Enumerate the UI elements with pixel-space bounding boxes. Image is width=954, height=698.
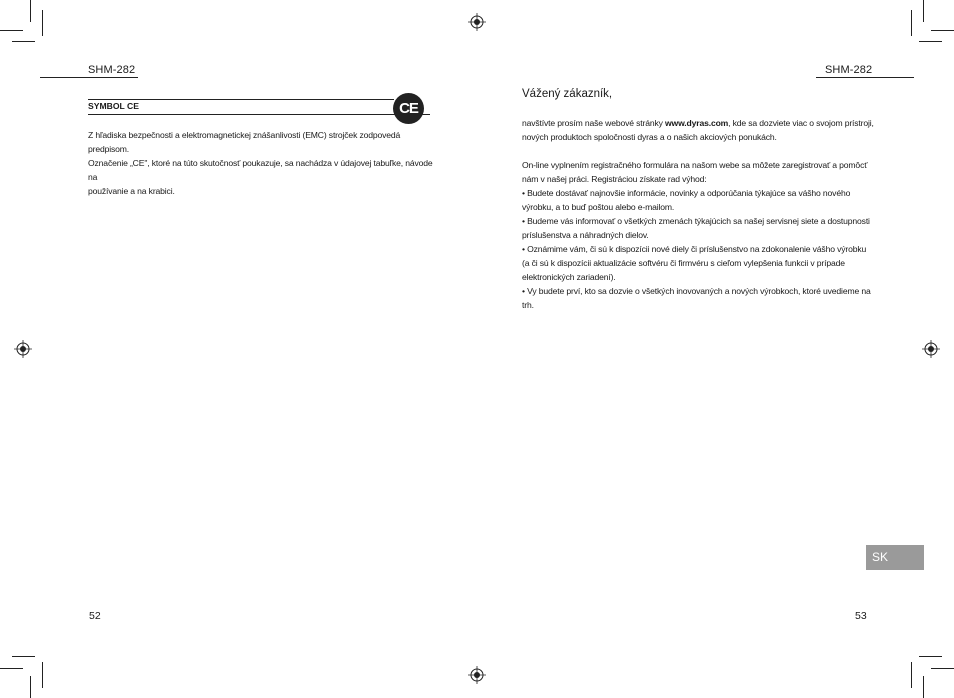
header-rule xyxy=(40,77,138,78)
registration-mark-icon xyxy=(468,666,486,684)
registration-line: • Budete dostávať najnovšie informácie, novinky a odporúčania týkajúce sa vášho nového xyxy=(522,188,851,198)
registration-line: • Oznámime vám, či sú k dispozícii nové diely či príslušenstvo na zdokonalenie vášho výrobku xyxy=(522,244,867,254)
crop-mark xyxy=(12,656,35,657)
registration-line: výrobku, a to buď poštou alebo e-mailom. xyxy=(522,202,675,212)
ce-mark-icon xyxy=(393,93,424,124)
registration-mark-icon xyxy=(14,340,32,358)
intro-line xyxy=(522,116,882,130)
crop-mark xyxy=(30,676,31,698)
crop-mark xyxy=(931,668,954,669)
crop-mark xyxy=(923,676,924,698)
model-label: SHM-282 xyxy=(88,64,136,76)
crop-mark xyxy=(42,10,43,36)
registration-line: nám v našej práci. Registráciou získate rad výhod: xyxy=(522,174,707,184)
registration-mark-icon xyxy=(922,340,940,358)
crop-mark xyxy=(931,30,954,31)
model-label: SHM-282 xyxy=(825,64,873,76)
crop-mark xyxy=(12,41,35,42)
registration-line: (a či sú k dispozícii aktualizácie softvéru či firmvéru s cieľom vylepšenia funkcii v prípade xyxy=(522,258,845,268)
paragraph-line: používanie a na krabici. xyxy=(88,186,175,196)
crop-mark xyxy=(0,30,23,31)
ce-mark-text: CE xyxy=(399,100,418,117)
crop-mark xyxy=(919,41,942,42)
intro-line: nových produktoch spoločnosti dyras a o našich akciových ponukách. xyxy=(522,132,777,142)
crop-mark xyxy=(911,662,912,688)
section-rule-top xyxy=(88,99,394,100)
crop-mark xyxy=(0,668,23,669)
section-rule-bottom xyxy=(88,114,430,115)
language-tab: SK xyxy=(866,545,924,570)
paragraph-line: Označenie „CE", ktoré na túto skutočnosť poukazuje, sa nachádza v údajovej tabuľke, návode na xyxy=(88,158,433,182)
registration-line: On-line vyplnením registračného formulára na našom webe sa môžete zaregistrovať a pomôcť xyxy=(522,160,868,170)
crop-mark xyxy=(911,10,912,36)
intro-paragraph xyxy=(522,116,882,144)
crop-mark xyxy=(30,0,31,22)
section-title: SYMBOL CE xyxy=(88,101,139,111)
paragraph-line: Z hľadiska bezpečnosti a elektromagnetickej znášanlivosti (EMC) strojček zodpovedá predpisom. xyxy=(88,130,401,154)
crop-mark xyxy=(919,656,942,657)
registration-line: • Vy budete prví, kto sa dozvie o všetkých inovovaných a nových výrobkoch, ktoré uvedieme na xyxy=(522,286,871,296)
intro-text: navštívte prosím naše webové stránky xyxy=(522,118,665,128)
page-number: 53 xyxy=(855,610,867,622)
registration-paragraph xyxy=(522,158,882,312)
registration-line: • Budeme vás informovať o všetkých zmenách týkajúcich sa našej servisnej siete a dostupnosti xyxy=(522,216,870,226)
greeting: Vážený zákazník, xyxy=(522,88,613,100)
website-link[interactable]: www.dyras.com xyxy=(665,118,729,128)
registration-line: príslušenstva a náhradných dielov. xyxy=(522,230,649,240)
intro-text: , kde sa dozviete viac o svojom prístroji, xyxy=(728,118,874,128)
crop-mark xyxy=(42,662,43,688)
header-rule xyxy=(816,77,914,78)
crop-mark xyxy=(923,0,924,22)
ce-paragraph xyxy=(88,128,438,198)
registration-mark-icon xyxy=(468,13,486,31)
registration-line: trh. xyxy=(522,300,534,310)
page-number: 52 xyxy=(89,610,101,622)
registration-line: elektronických zariadení). xyxy=(522,272,616,282)
